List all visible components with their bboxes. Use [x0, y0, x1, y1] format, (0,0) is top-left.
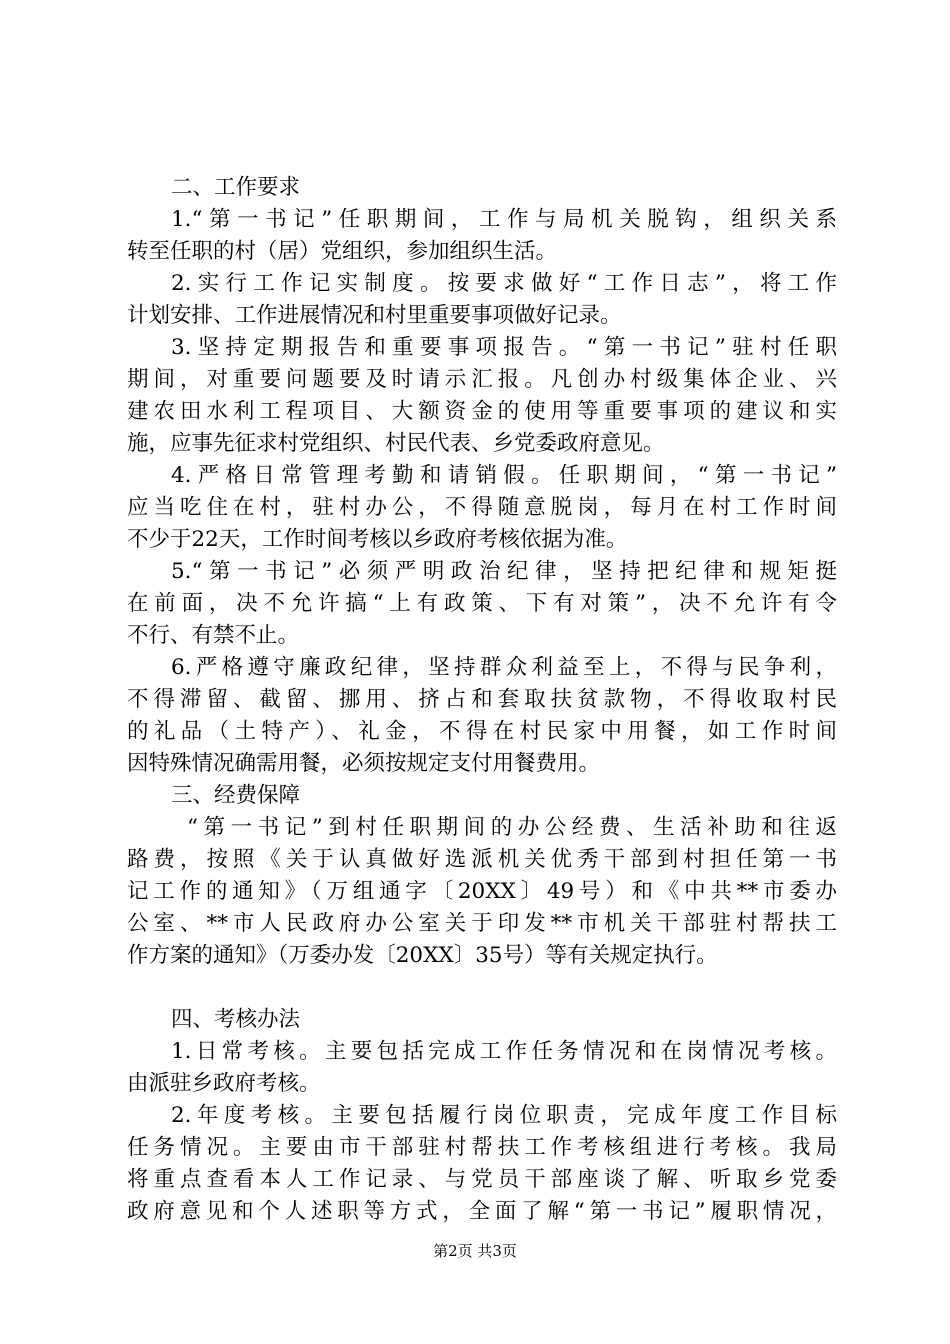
blank-line [127, 972, 837, 1004]
paragraph-line: 公室、**市人民政府办公室关于印发**市机关干部驻村帮扶工 [127, 911, 837, 936]
document-body [127, 172, 837, 1228]
page-footer: 第2页 共3页 [433, 1242, 517, 1260]
paragraph-line: 作方案的通知》（万委办发〔20XX〕35号）等有关规定执行。 [127, 943, 718, 968]
paragraph-line: 5.“第一书记”必须严明政治纪律，坚持把纪律和规矩挺 [171, 559, 837, 584]
section-heading-funding: 三、经费保障 [171, 783, 301, 808]
section-heading-work-requirements: 二、工作要求 [171, 175, 301, 200]
paragraph-line: 2.年度考核。主要包括履行岗位职责，完成年度工作目标 [171, 1103, 837, 1128]
paragraph-line: 2.实行工作记实制度。按要求做好“工作日志”，将工作 [171, 271, 837, 296]
paragraph-line: 3.坚持定期报告和重要事项报告。“第一书记”驻村任职 [171, 335, 837, 360]
paragraph-line: 不得滞留、截留、挪用、挤占和套取扶贫款物，不得收取村民 [127, 687, 837, 712]
paragraph-line: “第一书记”到村任职期间的办公经费、生活补助和往返 [187, 815, 837, 840]
paragraph-line: 6.严格遵守廉政纪律，坚持群众利益至上，不得与民争利， [171, 655, 837, 680]
paragraph-line: 路费，按照《关于认真做好选派机关优秀干部到村担任第一书 [127, 847, 837, 872]
paragraph-line: 施，应事先征求村党组织、村民代表、乡党委政府意见。 [127, 431, 665, 456]
paragraph-line: 建农田水利工程项目、大额资金的使用等重要事项的建议和实 [127, 399, 837, 424]
paragraph-line: 将重点查看本人工作记录、与党员干部座谈了解、听取乡党委 [127, 1167, 837, 1192]
paragraph-line: 不少于22天，工作时间考核以乡政府考核依据为准。 [127, 527, 628, 552]
paragraph-line: 不行、有禁不止。 [127, 623, 300, 648]
paragraph-line: 应当吃住在村，驻村办公，不得随意脱岗，每月在村工作时间 [127, 495, 837, 520]
paragraph-line: 计划安排、工作进展情况和村里重要事项做好记录。 [127, 303, 622, 328]
paragraph-line: 因特殊情况确需用餐，必须按规定支付用餐费用。 [127, 751, 601, 776]
paragraph-line: 政府意见和个人述职等方式，全面了解“第一书记”履职情况， [127, 1199, 837, 1224]
paragraph-line: 的礼品（土特产）、礼金，不得在村民家中用餐，如工作时间 [127, 719, 837, 744]
paragraph-line: 由派驻乡政府考核。 [127, 1071, 321, 1096]
paragraph-line: 4.严格日常管理考勤和请销假。任职期间，“第一书记” [171, 463, 837, 488]
paragraph-line: 1.“第一书记”任职期间，工作与局机关脱钩，组织关系 [171, 207, 837, 232]
paragraph-line: 记工作的通知》（万组通字〔20XX〕49号）和《中共**市委办 [127, 879, 837, 904]
paragraph-line: 1.日常考核。主要包括完成工作任务情况和在岗情况考核。 [171, 1039, 837, 1064]
paragraph-line: 在前面，决不允许搞“上有政策、下有对策”，决不允许有令 [127, 591, 837, 616]
paragraph-line: 转至任职的村（居）党组织，参加组织生活。 [127, 239, 558, 264]
section-heading-assessment: 四、考核办法 [171, 1007, 301, 1032]
paragraph-line: 任务情况。主要由市干部驻村帮扶工作考核组进行考核。我局 [127, 1135, 837, 1160]
paragraph-line: 期间，对重要问题要及时请示汇报。凡创办村级集体企业、兴 [127, 367, 837, 392]
